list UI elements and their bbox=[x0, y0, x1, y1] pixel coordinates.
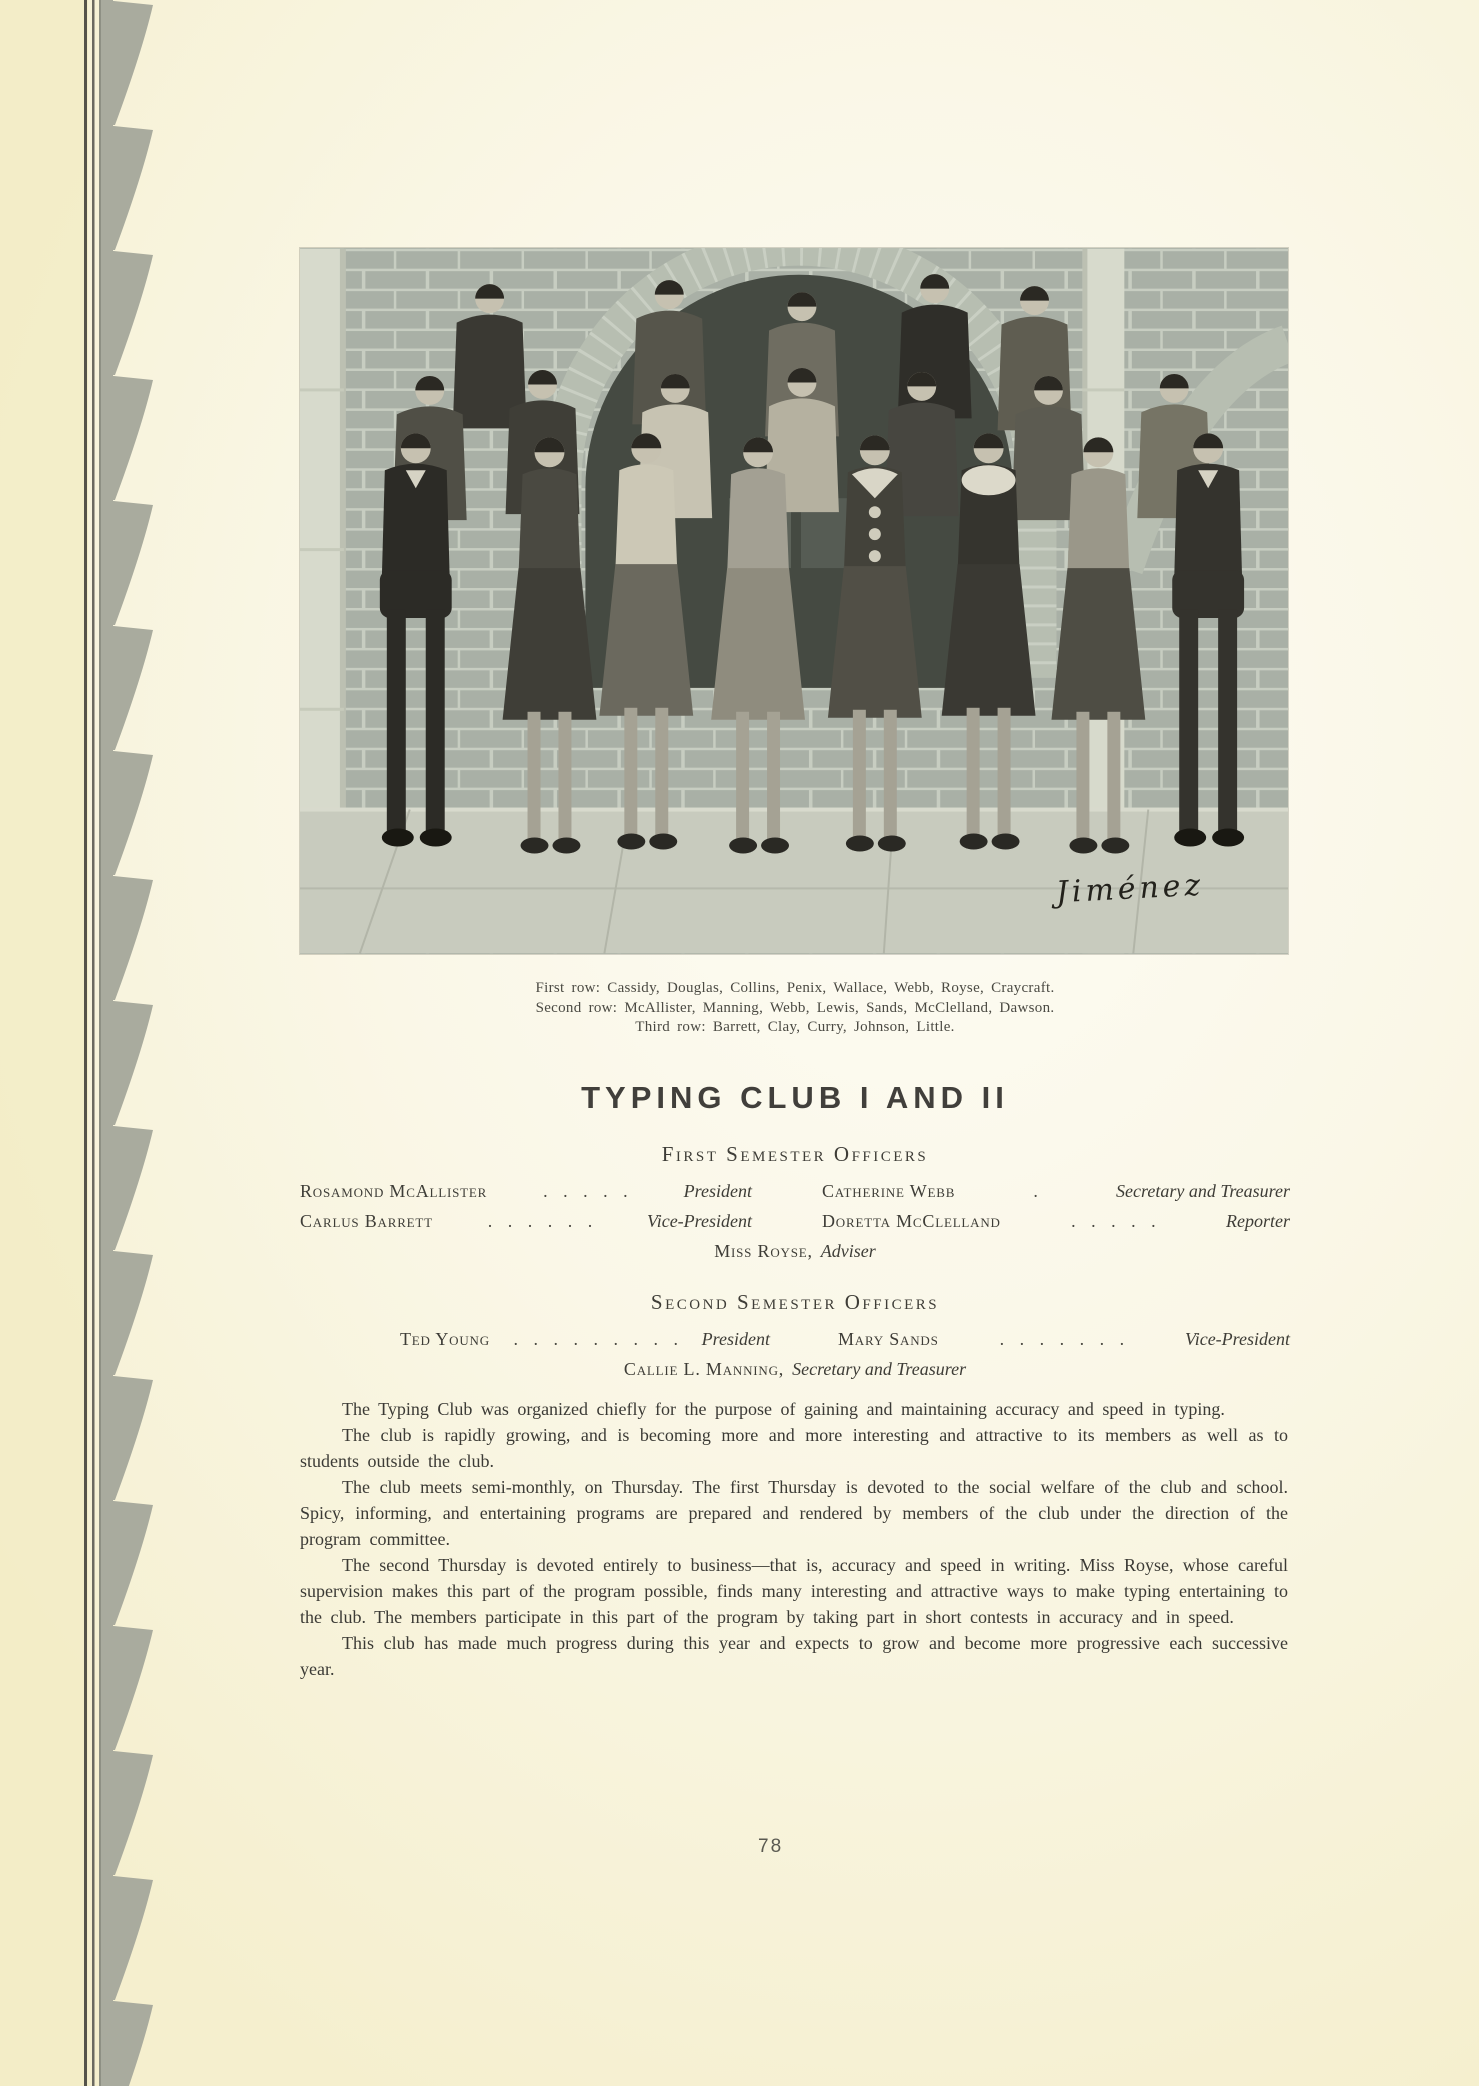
officer-row bbox=[822, 1206, 1290, 1236]
officer-name: Carlus Barrett bbox=[300, 1211, 433, 1231]
secretary-line bbox=[300, 1354, 1290, 1384]
dot-leader: . . . . . . . bbox=[999, 1329, 1125, 1349]
dot-leader: . . . . . . bbox=[487, 1211, 593, 1231]
page-edge-decoration bbox=[0, 0, 165, 2086]
secretary-role: Secretary and Treasurer bbox=[792, 1359, 967, 1379]
dot-leader: . . . . . . . . . bbox=[513, 1329, 679, 1349]
officer-role: President bbox=[683, 1181, 752, 1201]
adviser-role: Adviser bbox=[820, 1241, 876, 1261]
secretary-name: Callie L. Manning, bbox=[623, 1359, 785, 1379]
caption-line: Second row: McAllister, Manning, Webb, Lewis, Sands, McClelland, Dawson. bbox=[535, 999, 1055, 1016]
club-photo bbox=[300, 248, 1288, 954]
page-number: 78 bbox=[758, 1836, 784, 1857]
photo-signature: Jiménez bbox=[1055, 867, 1206, 911]
officer-row bbox=[300, 1206, 752, 1236]
article-body bbox=[300, 1396, 1288, 1682]
officer-role: Vice-President bbox=[647, 1211, 752, 1231]
second-semester-heading: Second Semester Officers bbox=[650, 1290, 940, 1314]
body-paragraph: The Typing Club was organized chiefly for the purpose of gaining and maintaining accuracy and speed in typing. bbox=[342, 1399, 1225, 1419]
page-title: TYPING CLUB I AND II bbox=[581, 1080, 1009, 1115]
dot-leader: . bbox=[1033, 1181, 1038, 1201]
second-semester-section bbox=[300, 1288, 1290, 1384]
body-paragraph: The second Thursday is devoted entirely to business—that is, accuracy and speed in writing. Miss Royse, whose careful supervision makes this part of the program possible, finds many interesting and attractive ways to make typing entertaining to the club. The members participate in this part of the program by taking part in short contests in accuracy and in speed. bbox=[300, 1555, 1288, 1627]
officer-role: Vice-President bbox=[1185, 1329, 1290, 1349]
caption-line: Third row: Barrett, Clay, Curry, Johnson, Little. bbox=[635, 1019, 955, 1035]
dot-leader: . . . . . bbox=[1071, 1211, 1156, 1231]
officer-name: Doretta McClelland bbox=[822, 1211, 1001, 1231]
officer-name: Rosamond McAllister bbox=[300, 1181, 488, 1201]
body-paragraph: The club is rapidly growing, and is becoming more and more interesting and attractive to its members as well as to students outside the club. bbox=[300, 1425, 1288, 1471]
adviser-name: Miss Royse, bbox=[714, 1241, 813, 1261]
officer-row bbox=[300, 1176, 752, 1206]
officer-name: Catherine Webb bbox=[822, 1181, 956, 1201]
officer-name: Ted Young bbox=[400, 1329, 490, 1349]
body-paragraph: The club meets semi-monthly, on Thursday. The first Thursday is devoted to the social welfare of the club and school. Spicy, informing, and entertaining programs are prepared and rendered by members of the club under the direction of the program committee. bbox=[300, 1477, 1288, 1549]
officer-role: President bbox=[701, 1329, 770, 1349]
first-semester-section bbox=[300, 1140, 1290, 1266]
officer-role: Reporter bbox=[1226, 1211, 1290, 1231]
officer-row bbox=[400, 1324, 770, 1354]
body-paragraph: This club has made much progress during this year and expects to grow and become more progressive each successive year. bbox=[300, 1633, 1288, 1679]
first-semester-heading: First Semester Officers bbox=[661, 1142, 929, 1166]
officer-name: Mary Sands bbox=[838, 1329, 939, 1349]
officer-row bbox=[822, 1176, 1290, 1206]
adviser-line bbox=[300, 1236, 1290, 1266]
dot-leader: . . . . . bbox=[543, 1181, 628, 1201]
caption-line: First row: Cassidy, Douglas, Collins, Penix, Wallace, Webb, Royse, Craycraft. bbox=[535, 980, 1055, 996]
officer-role: Secretary and Treasurer bbox=[1116, 1181, 1290, 1201]
photo-caption bbox=[300, 979, 1290, 1038]
officer-row bbox=[838, 1324, 1290, 1354]
